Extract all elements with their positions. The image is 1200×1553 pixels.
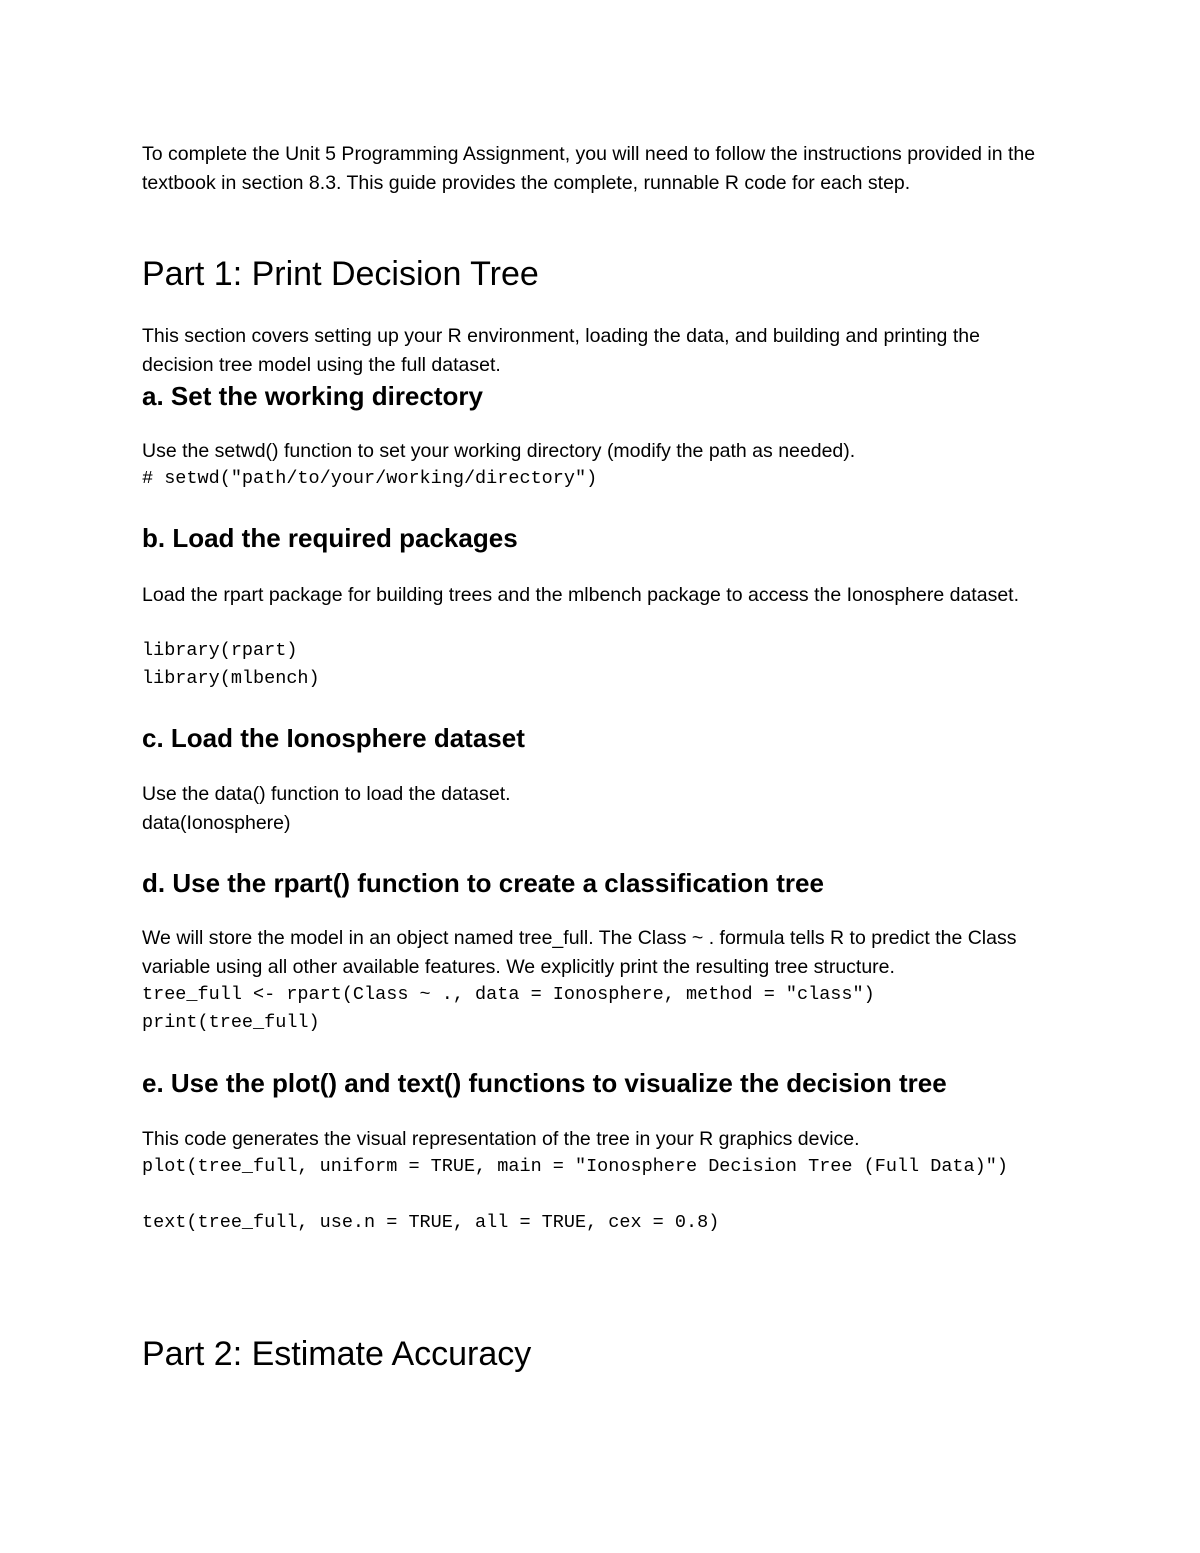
step-d-text: We will store the model in an object named tree_full. The Class ~ . formula tells R to predict the Class variable using all other available features. We explicitly print the resulting tree structure. xyxy=(142,927,1017,978)
step-d-heading: d. Use the rpart() function to create a classification tree xyxy=(142,868,824,898)
step-d-code-line: tree_full <- rpart(Class ~ ., data = Ionosphere, method = "class") xyxy=(142,984,875,1005)
part1-description: This section covers setting up your R environment, loading the data, and building and printing the decision tree model using the full dataset. xyxy=(142,325,980,376)
intro-paragraph: To complete the Unit 5 Programming Assignment, you will need to follow the instructions provided in the textbook in section 8.3. This guide provides the complete, runnable R code for each step. xyxy=(142,143,1036,194)
step-c-text: Use the data() function to load the dataset. xyxy=(142,783,511,805)
step-c-heading: c. Load the Ionosphere dataset xyxy=(142,723,525,753)
step-a-code-line: # setwd("path/to/your/working/directory") xyxy=(142,468,598,489)
part2-heading: Part 2: Estimate Accuracy xyxy=(142,1335,532,1373)
step-a-text: Use the setwd() function to set your working directory (modify the path as needed). xyxy=(142,440,856,462)
step-b-heading: b. Load the required packages xyxy=(142,523,518,553)
step-a-heading: a. Set the working directory xyxy=(142,381,483,411)
step-b-code-line: library(rpart) xyxy=(142,640,298,661)
step-e-text: This code generates the visual representation of the tree in your R graphics device. xyxy=(142,1128,860,1150)
step-e-heading: e. Use the plot() and text() functions to visualize the decision tree xyxy=(142,1068,947,1098)
part1-heading: Part 1: Print Decision Tree xyxy=(142,255,539,293)
step-b-text: Load the rpart package for building trees and the mlbench package to access the Ionosphere dataset. xyxy=(142,584,1019,606)
step-b-code-line: library(mlbench) xyxy=(142,668,320,689)
step-d-code-line: print(tree_full) xyxy=(142,1012,320,1033)
step-c-plain-code: data(Ionosphere) xyxy=(142,812,291,834)
step-e-code-line: plot(tree_full, uniform = TRUE, main = "Ionosphere Decision Tree (Full Data)") xyxy=(142,1156,1008,1177)
step-e-code-line: text(tree_full, use.n = TRUE, all = TRUE, cex = 0.8) xyxy=(142,1212,720,1233)
